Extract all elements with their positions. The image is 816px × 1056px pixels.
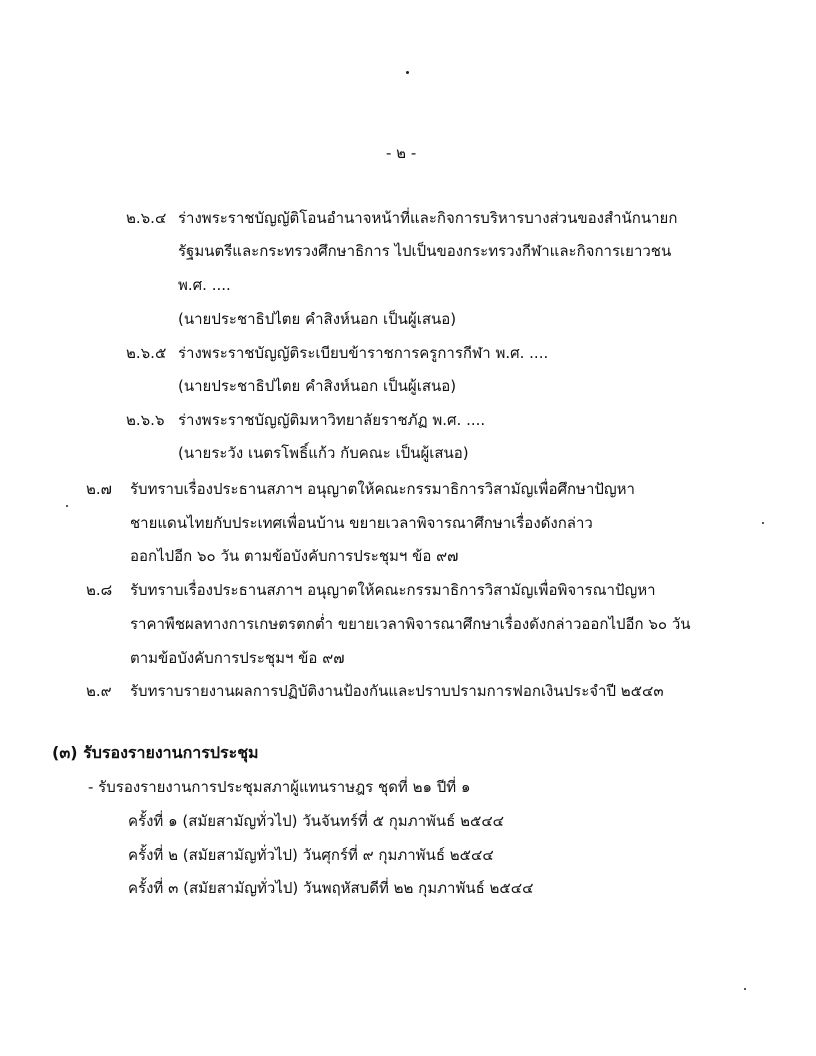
item-number: ๒.๖.๔ — [126, 209, 167, 227]
proposer-note: (นายประชาธิปไตย คำสิงห์นอก เป็นผู้เสนอ) — [178, 310, 457, 328]
item-number: ๒.๖.๕ — [126, 344, 167, 362]
item-text: ร่างพระราชบัญญัติมหาวิทยาลัยราชภัฏ พ.ศ. .... — [178, 411, 486, 429]
item-2-6-4 — [126, 208, 677, 228]
item-number: ๒.๙ — [86, 682, 112, 700]
item-text-continued: ตามข้อบังคับการประชุมฯ ข้อ ๙๗ — [130, 649, 345, 667]
scan-speck — [762, 522, 764, 524]
scan-speck — [66, 505, 68, 507]
item-number: ๒.๖.๖ — [126, 411, 165, 429]
session-line: ครั้งที่ ๑ (สมัยสามัญทั่วไป) วันจันทร์ที่ ๕ กุมภาพันธ์ ๒๕๔๔ — [128, 812, 505, 830]
item-text: รับทราบเรื่องประธานสภาฯ อนุญาตให้คณะกรรมาธิการวิสามัญเพื่อศึกษาปัญหา — [130, 480, 635, 498]
item-text-continued: พ.ศ. .... — [178, 276, 231, 294]
item-2-7 — [86, 479, 635, 499]
item-text: รับทราบเรื่องประธานสภาฯ อนุญาตให้คณะกรรมาธิการวิสามัญเพื่อพิจารณาปัญหา — [130, 581, 656, 599]
scan-speck — [744, 988, 746, 990]
section-subitem: - รับรองรายงานการประชุมสภาผู้แทนราษฎร ชุดที่ ๒๑ ปีที่ ๑ — [88, 778, 471, 796]
item-text-continued: รัฐมนตรีและกระทรวงศึกษาธิการ ไปเป็นของกระทรวงกีฬาและกิจการเยาวชน — [178, 242, 672, 260]
item-text: รับทราบรายงานผลการปฏิบัติงานป้องกันและปราบปรามการฟอกเงินประจำปี ๒๕๔๓ — [130, 682, 664, 700]
item-text: ร่างพระราชบัญญัติโอนอำนาจหน้าที่และกิจการบริหารบางส่วนของสำนักนายก — [178, 209, 678, 227]
item-number: ๒.๗ — [86, 480, 112, 498]
proposer-note: (นายประชาธิปไตย คำสิงห์นอก เป็นผู้เสนอ) — [178, 377, 457, 395]
item-text: ร่างพระราชบัญญัติระเบียบข้าราชการครูการกีฬา พ.ศ. .... — [178, 344, 549, 362]
session-line: ครั้งที่ ๓ (สมัยสามัญทั่วไป) วันพฤหัสบดีที่ ๒๒ กุมภาพันธ์ ๒๕๔๔ — [128, 879, 534, 897]
item-2-8 — [86, 580, 656, 600]
page-number: - ๒ - — [386, 144, 417, 162]
item-text-continued: ราคาพืชผลทางการเกษตรตกต่ำ ขยายเวลาพิจารณาศึกษาเรื่องดังกล่าวออกไปอีก ๖๐ วัน — [130, 615, 691, 633]
proposer-note: (นายระวัง เนตรโพธิ์แก้ว กับคณะ เป็นผู้เสนอ) — [178, 444, 469, 462]
item-2-6-5 — [126, 343, 548, 363]
scan-speck — [406, 71, 409, 74]
item-text-continued: ออกไปอีก ๖๐ วัน ตามข้อบังคับการประชุมฯ ข้อ ๙๗ — [130, 547, 459, 565]
item-text-continued: ชายแดนไทยกับประเทศเพื่อนบ้าน ขยายเวลาพิจารณาศึกษาเรื่องดังกล่าว — [130, 514, 593, 532]
section-heading: (๓) รับรองรายงานการประชุม — [52, 743, 259, 762]
item-2-6-6 — [126, 410, 485, 430]
item-2-9 — [86, 681, 664, 701]
item-number: ๒.๘ — [86, 581, 113, 599]
session-line: ครั้งที่ ๒ (สมัยสามัญทั่วไป) วันศุกร์ที่ ๙ กุมภาพันธ์ ๒๕๔๔ — [128, 846, 494, 864]
